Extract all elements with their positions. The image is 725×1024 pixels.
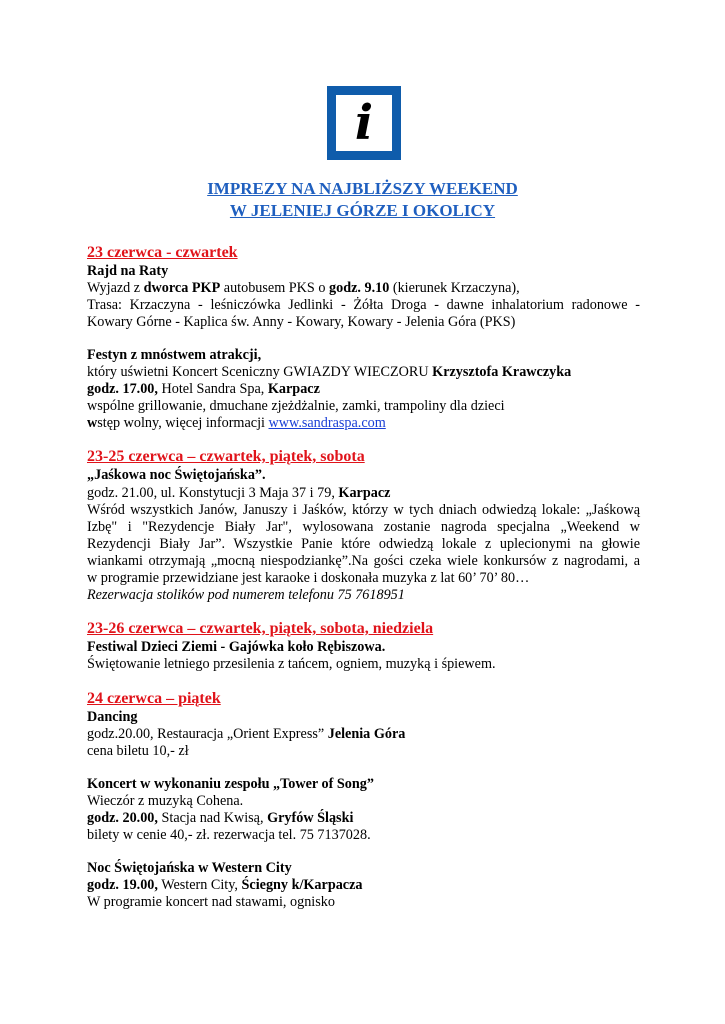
event-festiwal-line1: Świętowanie letniego przesilenia z tańcem, ogniem, muzyką i śpiewem. — [87, 656, 496, 672]
event-jaskowa-line1: godz. 21.00, ul. Konstytucji 3 Maja 37 i 79, Karpacz — [87, 485, 391, 501]
event-western-line1: godz. 19.00, Western City, Ściegny k/Karpacza — [87, 877, 363, 893]
event-rajd-line3: Kowary Górne - Kaplica św. Anny - Kowary, Kowary - Jelenia Góra (PKS) — [87, 314, 516, 330]
info-icon-inner — [336, 95, 392, 151]
event-jaskowa-line2: Wśród wszystkich Janów, Januszy i Jaśków, którzy w tych dniach odwiedzą lokale: „Jaśkową — [87, 502, 640, 518]
section-heading-24-june: 24 czerwca – piątek — [87, 690, 221, 707]
event-rajd-line2: Trasa: Krzaczyna - leśniczówka Jedlinki - Żółta Droga - dawne inhalatorium radonowe - — [87, 297, 640, 313]
section-heading-23-25-june: 23-25 czerwca – czwartek, piątek, sobota — [87, 448, 365, 465]
event-jaskowa-line6: w programie przewidziane jest karaoke i doskonała muzyka z lat 60’ 70’ 80… — [87, 570, 530, 586]
event-festyn-line1: który uświetni Koncert Sceniczny GWIAZDY WIECZORU Krzysztofa Krawczyka — [87, 364, 572, 380]
event-title-western: Noc Świętojańska w Western City — [87, 860, 292, 876]
info-icon — [327, 86, 401, 160]
event-koncert-line2: godz. 20.00, Stacja nad Kwisą, Gryfów Śląski — [87, 810, 354, 826]
event-dancing-line1: godz.20.00, Restauracja „Orient Express” Jelenia Góra — [87, 726, 406, 742]
section-heading-23-june: 23 czerwca - czwartek — [87, 244, 238, 261]
page-title-line2: W JELENIEJ GÓRZE I OKOLICY — [229, 201, 496, 220]
event-rajd-line1: Wyjazd z dworca PKP autobusem PKS o godz. 9.10 (kierunek Krzaczyna), — [87, 280, 520, 296]
event-title-festiwal: Festiwal Dzieci Ziemi - Gajówka koło Rębiszowa. — [87, 639, 386, 655]
info-icon-glyph: i — [354, 95, 374, 151]
section-heading-23-26-june: 23-26 czerwca – czwartek, piątek, sobota, niedziela — [87, 620, 434, 637]
event-jaskowa-line3: Izbę" i "Rezydencje Biały Jar", wylosowana zostanie nagroda specjalna „Weekend w — [87, 519, 640, 535]
event-jaskowa-line5: wiankami otrzymają „mocną niespodziankę”.Na gości czeka wiele konkursów z nagrodami, a — [87, 553, 640, 569]
event-title-koncert: Koncert w wykonaniu zespołu „Tower of Song” — [87, 776, 374, 792]
event-title-dancing: Dancing — [87, 709, 138, 725]
sandraspa-link[interactable]: www.sandraspa.com — [268, 415, 386, 431]
event-festyn-line3: wspólne grillowanie, dmuchane zjeżdżalnie, zamki, trampoliny dla dzieci — [87, 398, 505, 414]
event-festyn-line4: wstęp wolny, więcej informacji www.sandraspa.com — [87, 415, 386, 431]
event-title-festyn: Festyn z mnóstwem atrakcji, — [87, 347, 262, 363]
event-title-jaskowa: „Jaśkowa noc Świętojańska”. — [87, 467, 266, 483]
event-jaskowa-line4: Rezydencji Biały Jar”. Wszystkie Panie które odwiedzą lokale z uplecionymi na głowie — [87, 536, 640, 552]
event-western-line2: W programie koncert nad stawami, ognisko — [87, 894, 335, 910]
event-koncert-line3: bilety w cenie 40,- zł. rezerwacja tel. 75 7137028. — [87, 827, 371, 843]
event-title-rajd: Rajd na Raty — [87, 263, 169, 279]
event-jaskowa-reservation: Rezerwacja stolików pod numerem telefonu 75 7618951 — [87, 587, 405, 603]
event-festyn-line2: godz. 17.00, Hotel Sandra Spa, Karpacz — [87, 381, 320, 397]
page-title-line1: IMPREZY NA NAJBLIŻSZY WEEKEND — [207, 179, 518, 198]
event-koncert-line1: Wieczór z muzyką Cohena. — [87, 793, 244, 809]
event-dancing-line2: cena biletu 10,- zł — [87, 743, 189, 759]
